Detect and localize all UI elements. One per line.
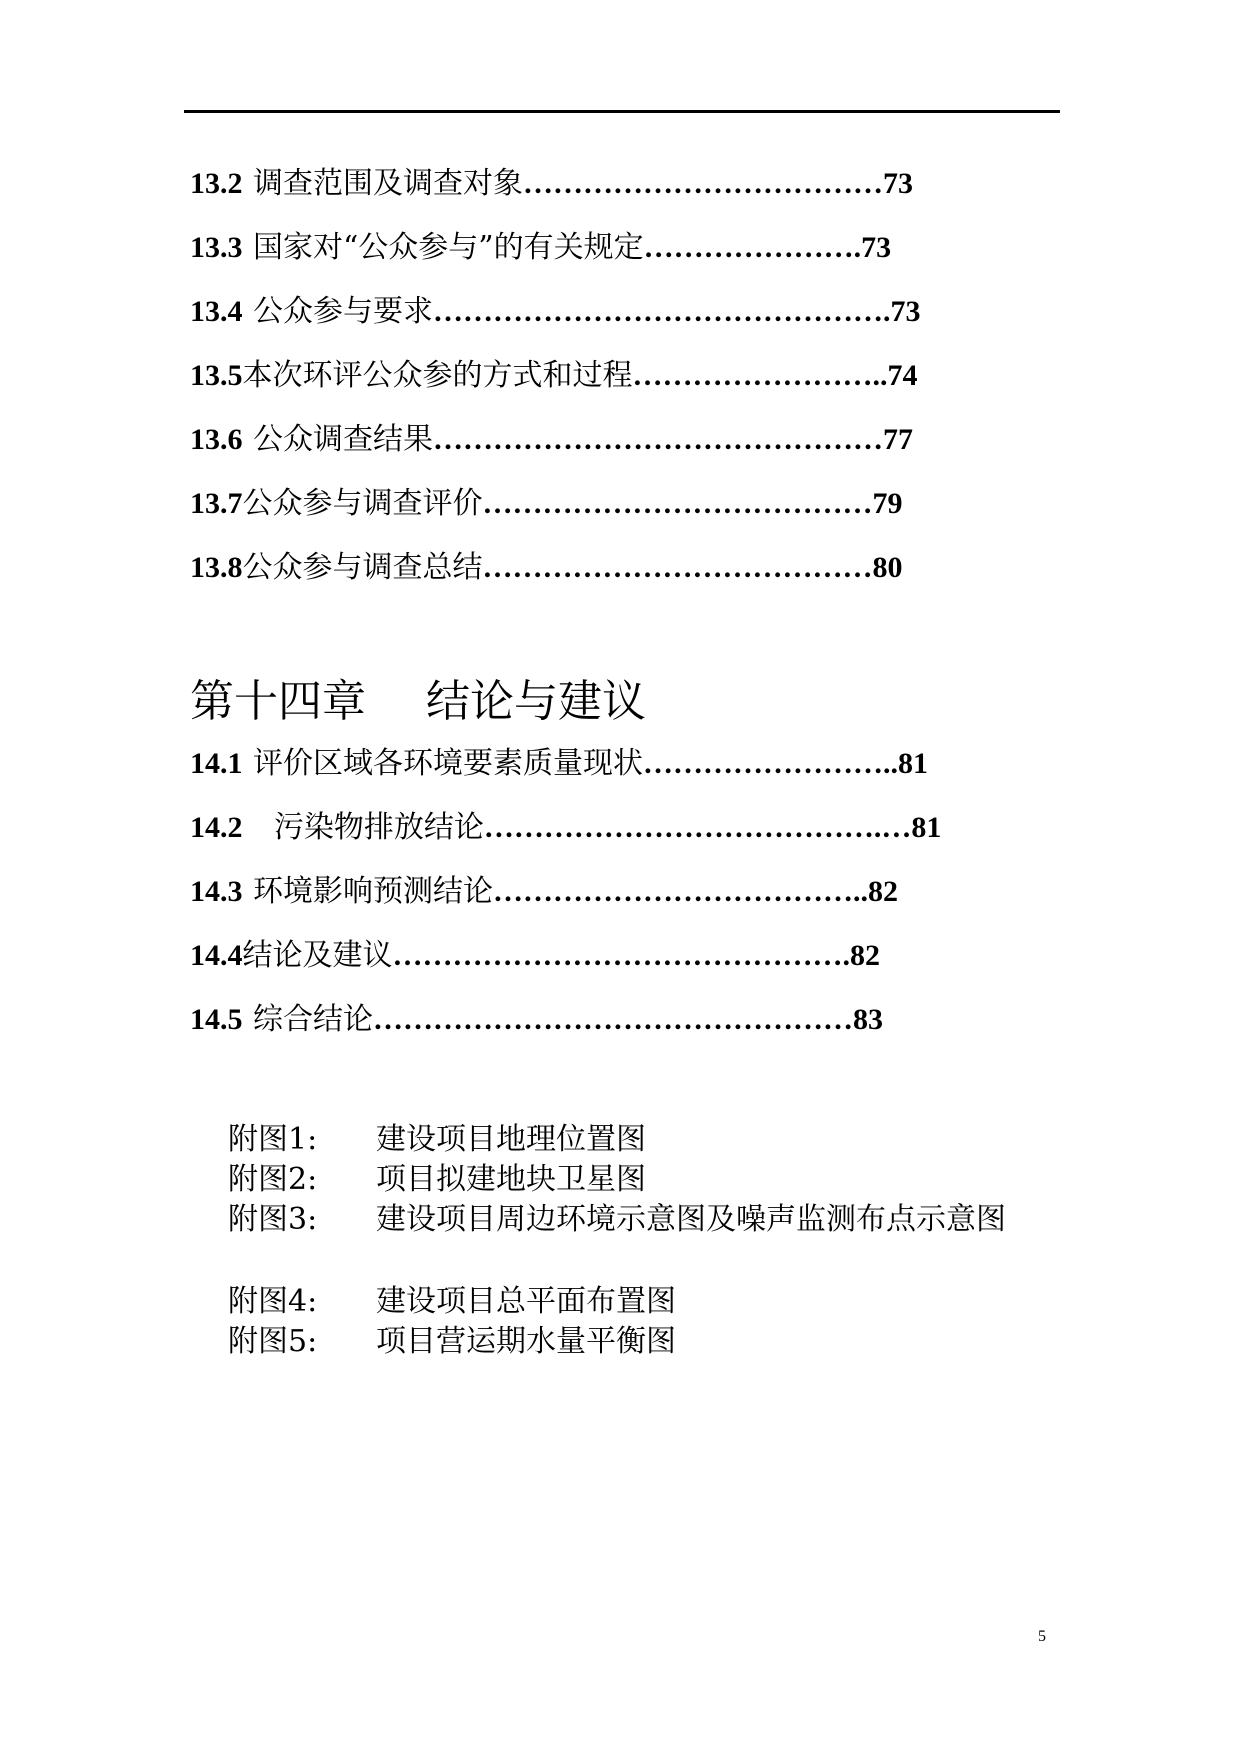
toc-number: 13.6	[190, 423, 243, 456]
toc-number: 14.5	[190, 1003, 243, 1036]
toc-number: 14.1	[190, 747, 243, 780]
toc-number: 14.3	[190, 875, 243, 908]
toc-title: 公众参与调查总结	[242, 550, 483, 585]
chapter-title: 结论与建议	[426, 676, 646, 727]
toc-leader: ………………………………………	[392, 939, 843, 972]
toc-entry-13-7[interactable]	[190, 484, 903, 524]
appendix-text: 建设项目总平面布置图	[376, 1284, 676, 1319]
appendix-text: 项目拟建地块卫星图	[376, 1162, 646, 1197]
toc-title: 环境影响预测结论	[252, 874, 493, 909]
appendix-text: 建设项目周边环境示意图及噪声监测布点示意图	[376, 1202, 1006, 1237]
toc-page: .82	[842, 939, 880, 972]
toc-entry-14-5[interactable]	[190, 1000, 883, 1040]
toc-page: ..74	[872, 359, 918, 392]
toc-entry-14-2[interactable]	[190, 808, 941, 848]
toc-page: .…81	[873, 811, 942, 844]
toc-number: 13.5	[190, 359, 243, 392]
toc-entry-13-6[interactable]	[190, 420, 913, 460]
toc-leader: …………………………………	[482, 551, 873, 584]
toc-page: 73	[882, 167, 913, 200]
chapter-number: 第十四章	[190, 676, 366, 727]
page-number: 5	[1038, 1628, 1046, 1645]
toc-entry-13-4[interactable]	[190, 292, 920, 332]
toc-entry-14-3[interactable]	[190, 872, 898, 912]
toc-title: 结论及建议	[242, 938, 393, 973]
toc-leader: …………………………………	[483, 811, 874, 844]
toc-entry-13-2[interactable]	[190, 164, 913, 204]
toc-number: 13.3	[190, 231, 243, 264]
toc-number: 13.8	[190, 551, 243, 584]
toc-title: 本次环评公众参的方式和过程	[242, 358, 633, 393]
toc-leader: …………………………………………	[372, 1003, 853, 1036]
appendix-label: 附图5:	[228, 1324, 318, 1359]
header-rule	[184, 110, 1060, 113]
toc-entry-13-3[interactable]	[190, 228, 891, 268]
toc-page: 77	[882, 423, 913, 456]
toc-page: 79	[872, 487, 903, 520]
toc-entry-13-8[interactable]	[190, 548, 903, 588]
toc-leader: ……………………	[632, 359, 873, 392]
toc-title: 公众调查结果	[252, 422, 433, 457]
toc-leader: ………………………………	[492, 875, 853, 908]
toc-title: 国家对“公众参与”的有关规定	[252, 230, 644, 265]
toc-title: 公众参与调查评价	[242, 486, 483, 521]
appendix-text: 项目营运期水量平衡图	[376, 1324, 676, 1359]
appendix-label: 附图2:	[228, 1162, 318, 1197]
appendix-label: 附图4:	[228, 1284, 318, 1319]
toc-number: 14.2	[190, 811, 243, 844]
toc-leader: ………………………………………	[432, 423, 883, 456]
toc-number: 13.7	[190, 487, 243, 520]
toc-number: 13.2	[190, 167, 243, 200]
toc-entry-14-1[interactable]	[190, 744, 928, 784]
toc-page: .73	[882, 295, 921, 328]
toc-page: ..81	[882, 747, 928, 780]
appendix-text: 建设项目地理位置图	[376, 1122, 646, 1157]
toc-title: 综合结论	[252, 1002, 373, 1037]
chapter-heading[interactable]	[190, 672, 646, 732]
toc-leader: …………………………………	[482, 487, 873, 520]
toc-leader: ……………………	[642, 747, 883, 780]
toc-page: 80	[872, 551, 903, 584]
toc-leader: …………………	[643, 231, 854, 264]
toc-entry-14-4[interactable]	[190, 936, 880, 976]
appendix-label: 附图1:	[228, 1122, 318, 1157]
toc-title: 调查范围及调查对象	[252, 166, 523, 201]
toc-leader: ………………………………	[522, 167, 883, 200]
toc-title: 污染物排放结论	[273, 810, 484, 845]
toc-title: 公众参与要求	[252, 294, 433, 329]
toc-title: 评价区域各环境要素质量现状	[252, 746, 643, 781]
toc-page: 83	[852, 1003, 883, 1036]
toc-leader: ………………………………………	[432, 295, 883, 328]
toc-number: 13.4	[190, 295, 243, 328]
toc-number: 14.4	[190, 939, 243, 972]
toc-page: ..82	[852, 875, 898, 908]
appendix-label: 附图3:	[228, 1202, 318, 1237]
toc-entry-13-5[interactable]	[190, 356, 918, 396]
toc-page: .73	[853, 231, 892, 264]
